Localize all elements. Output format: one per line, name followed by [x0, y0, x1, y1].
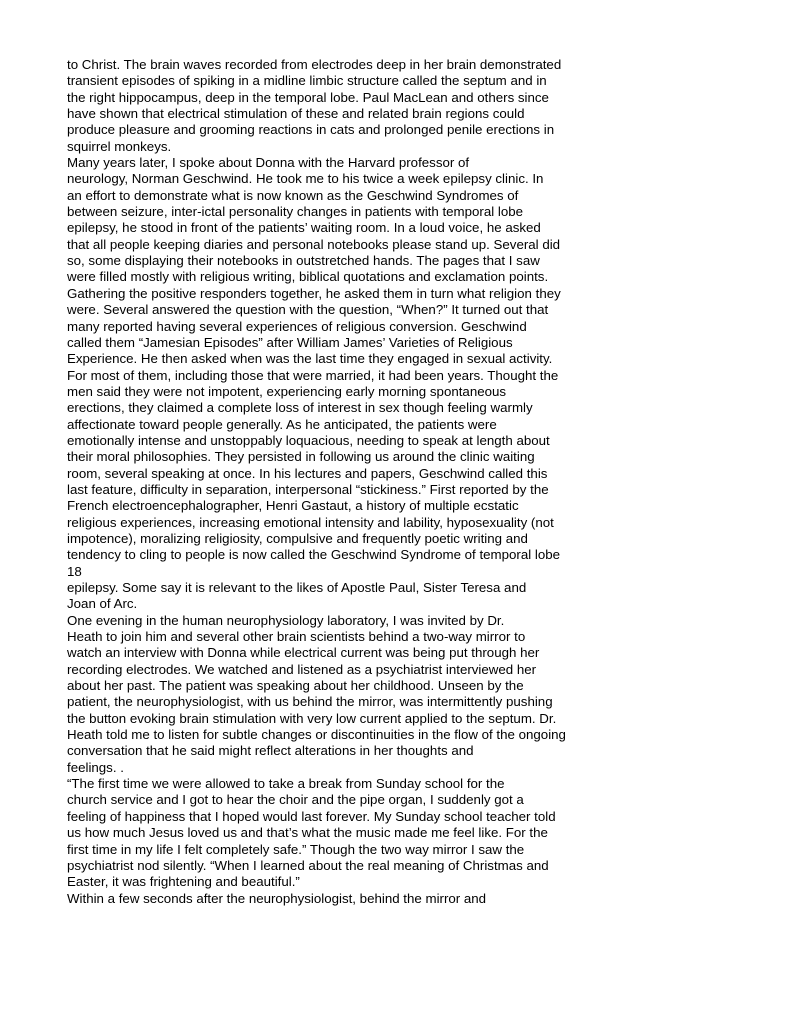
text-line: Easter, it was frightening and beautiful.”: [67, 874, 300, 890]
text-line: an effort to demonstrate what is now known as the Geschwind Syndromes of: [67, 187, 519, 203]
text-line: epilepsy. Some say it is relevant to the likes of Apostle Paul, Sister Teresa and: [67, 580, 527, 595]
text-line: Experience. He then asked when was the last time they engaged in sexual activity.: [67, 351, 553, 367]
text-line: epilepsy, he stood in front of the patients’ waiting room. In a loud voice, he asked: [67, 220, 541, 236]
text-line: 18: [67, 563, 82, 579]
text-line: religious experiences, increasing emotional intensity and lability, hyposexuality (not: [67, 514, 554, 530]
text-line: the right hippocampus, deep in the temporal lobe. Paul MacLean and others since: [67, 89, 549, 105]
text-line: squirrel monkeys.: [67, 138, 172, 154]
text-line: watch an interview with Donna while electrical current was being put through her: [67, 645, 540, 661]
text-line: impotence), moralizing religiosity, compulsive and frequently poetic writing and: [67, 530, 528, 546]
text-line: tendency to cling to people is now called the Geschwind Syndrome of temporal lobe: [67, 547, 561, 563]
text-line: Within a few seconds after the neurophysiologist, behind the mirror and: [67, 890, 487, 906]
text-line: One evening in the human neurophysiology laboratory, I was invited by Dr.: [67, 612, 505, 628]
text-line: were. Several answered the question with the question, “When?” It turned out that: [67, 302, 549, 318]
text-line: us how much Jesus loved us and that’s what the music made me feel like. For the: [67, 825, 548, 841]
text-line: affectionate toward people generally. As he anticipated, the patients were: [67, 416, 497, 432]
text-line: erections, they claimed a complete loss of interest in sex though feeling warmly: [67, 400, 533, 416]
text-line: many reported having several experiences of religious conversion. Geschwind: [67, 318, 527, 334]
text-line: so, some displaying their notebooks in outstretched hands. The pages that I saw: [67, 253, 540, 269]
text-line: that all people keeping diaries and personal notebooks please stand up. Several did: [67, 236, 561, 252]
text-line: church service and I got to hear the choir and the pipe organ, I suddenly got a: [67, 792, 524, 808]
text-line: Gathering the positive responders together, he asked them in turn what religion they: [67, 285, 561, 301]
text-line: “The first time we were allowed to take a break from Sunday school for the: [67, 776, 505, 792]
text-line: recording electrodes. We watched and listened as a psychiatrist interviewed her: [67, 661, 537, 677]
text-line: to Christ. The brain waves recorded from electrodes deep in her brain demonstrated: [67, 57, 562, 72]
text-line: produce pleasure and grooming reactions in cats and prolonged penile erections in: [67, 122, 555, 138]
text-line: Many years later, I spoke about Donna with the Harvard professor of: [67, 155, 470, 171]
text-line: have shown that electrical stimulation of these and related brain regions could: [67, 106, 525, 122]
text-line: room, several speaking at once. In his lectures and papers, Geschwind called this: [67, 465, 548, 481]
text-line: Heath told me to listen for subtle changes or discontinuities in the flow of the ongoing: [67, 727, 566, 743]
text-line: called them “Jamesian Episodes” after William James’ Varieties of Religious: [67, 334, 513, 350]
text-line: about her past. The patient was speaking about her childhood. Unseen by the: [67, 678, 524, 694]
text-line: feelings. .: [67, 759, 124, 775]
text-line: last feature, difficulty in separation, interpersonal “stickiness.” First reported by the: [67, 481, 549, 497]
text-line: the button evoking brain stimulation with very low current applied to the septum. Dr.: [67, 710, 557, 726]
text-line: first time in my life I felt completely safe.” Though the two way mirror I saw the: [67, 841, 525, 857]
text-line: Joan of Arc.: [67, 596, 138, 612]
text-line: their moral philosophies. They persisted in following us around the clinic waiting: [67, 449, 535, 465]
text-line: Heath to join him and several other brain scientists behind a two-way mirror to: [67, 629, 526, 645]
text-line: For most of them, including those that were married, it had been years. Thought the: [67, 367, 559, 383]
text-line: were filled mostly with religious writing, biblical quotations and exclamation points.: [67, 269, 549, 285]
text-line: neurology, Norman Geschwind. He took me to his twice a week epilepsy clinic. In: [67, 171, 544, 187]
document-text: [67, 57, 667, 907]
text-line: between seizure, inter-ictal personality changes in patients with temporal lobe: [67, 204, 524, 220]
text-line: men said they were not impotent, experiencing early morning spontaneous: [67, 383, 507, 399]
text-line: French electroencephalographer, Henri Gastaut, a history of multiple ecstatic: [67, 498, 519, 514]
text-line: transient episodes of spiking in a midline limbic structure called the septum and in: [67, 73, 547, 89]
text-line: feeling of happiness that I hoped would last forever. My Sunday school teacher told: [67, 808, 556, 824]
text-line: patient, the neurophysiologist, with us behind the mirror, was intermittently pushing: [67, 694, 553, 710]
text-line: conversation that he said might reflect alterations in her thoughts and: [67, 743, 474, 759]
text-line: emotionally intense and unstoppably loquacious, needing to speak at length about: [67, 432, 550, 448]
text-line: psychiatrist nod silently. “When I learned about the real meaning of Christmas and: [67, 857, 549, 873]
